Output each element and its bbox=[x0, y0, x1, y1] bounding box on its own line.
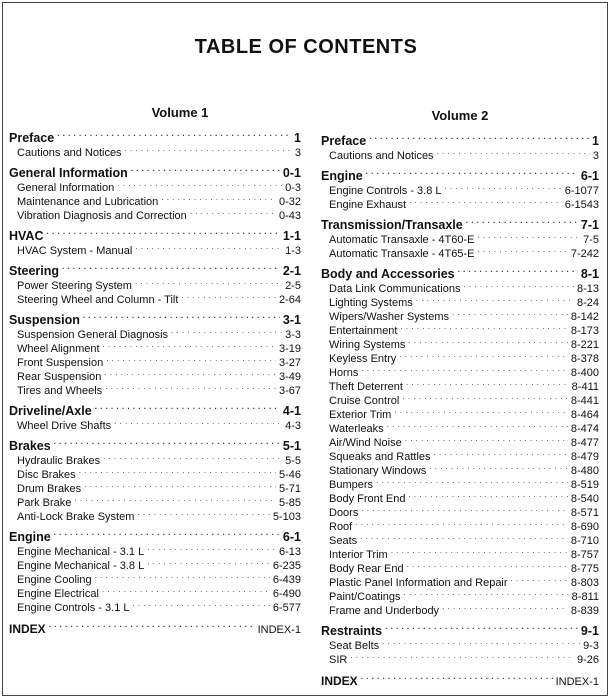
section-heading-label: HVAC bbox=[9, 229, 44, 243]
toc-entry-page-number: 6-235 bbox=[272, 560, 301, 572]
toc-entry-label: Wheel Drive Shafts bbox=[17, 420, 112, 432]
toc-entry-page-number: 8-479 bbox=[570, 451, 599, 463]
dot-leader bbox=[361, 669, 553, 685]
dot-leader bbox=[404, 586, 569, 600]
dot-leader bbox=[133, 597, 270, 611]
dot-leader bbox=[83, 308, 280, 324]
toc-entry[interactable] bbox=[321, 376, 599, 393]
toc-section bbox=[9, 126, 301, 159]
toc-entry-page-number: 3-27 bbox=[278, 357, 301, 369]
toc-section bbox=[321, 164, 599, 211]
section-heading-page-number: 1-1 bbox=[282, 229, 301, 243]
volume-2-heading: Volume 2 bbox=[431, 108, 489, 123]
toc-entry-page-number: 8-811 bbox=[571, 591, 599, 603]
toc-entry-page-number: 6-1077 bbox=[564, 185, 599, 197]
toc-entry-label: Interior Trim bbox=[329, 549, 388, 561]
toc-section bbox=[9, 161, 301, 222]
toc-entry-page-number: 5-85 bbox=[278, 497, 301, 509]
toc-entry-label: Vibration Diagnosis and Correction bbox=[17, 210, 187, 222]
toc-entry[interactable] bbox=[321, 516, 599, 533]
dot-leader bbox=[437, 145, 590, 159]
dot-leader bbox=[125, 142, 292, 156]
toc-entry-label: Data Link Communications bbox=[329, 283, 461, 295]
section-heading-page-number: 0-1 bbox=[282, 166, 301, 180]
section-heading-page-number: 7-1 bbox=[580, 218, 599, 232]
toc-entry-page-number: 6-13 bbox=[278, 546, 301, 558]
toc-entry[interactable] bbox=[321, 502, 599, 519]
section-heading[interactable] bbox=[9, 399, 301, 418]
toc-entry-page-number: 4-3 bbox=[285, 420, 301, 432]
toc-section bbox=[321, 262, 599, 617]
toc-entry-label: Squeaks and Rattles bbox=[329, 451, 431, 463]
section-heading-label: Preface bbox=[321, 134, 367, 148]
section-heading-label: General Information bbox=[9, 166, 128, 180]
toc-entry-label: Anti-Lock Brake System bbox=[17, 511, 135, 523]
section-heading-page-number: 1 bbox=[592, 134, 599, 148]
toc-entry-page-number: 8-411 bbox=[571, 381, 599, 393]
toc-entry-label: Horns bbox=[329, 367, 359, 379]
toc-section bbox=[321, 213, 599, 260]
dot-leader bbox=[95, 399, 280, 415]
dot-leader bbox=[181, 289, 276, 303]
dot-leader bbox=[49, 617, 255, 633]
volume-2-sections bbox=[321, 129, 599, 688]
toc-entry-page-number: 8-142 bbox=[570, 311, 599, 323]
toc-entry-page-number: 5-46 bbox=[278, 469, 301, 481]
toc-entry-label: Cruise Control bbox=[329, 395, 400, 407]
section-heading[interactable] bbox=[9, 434, 301, 453]
section-heading-page-number: 6-1 bbox=[580, 169, 599, 183]
toc-entry-page-number: 8-757 bbox=[570, 549, 599, 561]
toc-entry-label: Steering Wheel and Column - Tilt bbox=[17, 294, 179, 306]
dot-leader bbox=[407, 558, 568, 572]
dot-leader bbox=[387, 418, 568, 432]
toc-entry-page-number: 8-464 bbox=[570, 409, 599, 421]
toc-entry-label: Cautions and Notices bbox=[329, 150, 434, 162]
dot-leader bbox=[445, 180, 562, 194]
dot-leader bbox=[95, 569, 270, 583]
dot-leader bbox=[400, 320, 567, 334]
toc-entry-label: Theft Deterrent bbox=[329, 381, 403, 393]
section-heading-label: Driveline/Axle bbox=[9, 404, 92, 418]
toc-entry-page-number: 8-24 bbox=[576, 297, 599, 309]
toc-entry-page-number: 8-775 bbox=[570, 563, 599, 575]
toc-entry-label: Engine Mechanical - 3.8 L bbox=[17, 560, 145, 572]
toc-entry-label: Hydraulic Brakes bbox=[17, 455, 101, 467]
dot-leader bbox=[391, 544, 568, 558]
dot-leader bbox=[360, 530, 568, 544]
toc-entry-label: Disc Brakes bbox=[17, 469, 76, 481]
toc-entry-page-number: 8-571 bbox=[570, 507, 599, 519]
toc-entry[interactable] bbox=[321, 362, 599, 379]
toc-entry-page-number: 8-221 bbox=[570, 339, 599, 351]
section-heading-page-number: 4-1 bbox=[282, 404, 301, 418]
section-heading[interactable] bbox=[321, 129, 599, 148]
dot-leader bbox=[369, 129, 589, 145]
dot-leader bbox=[402, 390, 568, 404]
section-heading-label: Engine bbox=[321, 169, 363, 183]
dot-leader bbox=[361, 502, 568, 516]
toc-entry[interactable] bbox=[321, 544, 599, 561]
dot-leader bbox=[366, 164, 578, 180]
section-heading-label: Steering bbox=[9, 264, 60, 278]
toc-entry-label: Entertainment bbox=[329, 325, 398, 337]
dot-leader bbox=[54, 434, 280, 450]
toc-entry-page-number: 5-71 bbox=[278, 483, 301, 495]
toc-entry-label: Maintenance and Lubrication bbox=[17, 196, 159, 208]
toc-entry-label: Front Suspension bbox=[17, 357, 104, 369]
toc-entry-label: Waterleaks bbox=[329, 423, 384, 435]
toc-entry-label: Engine Cooling bbox=[17, 574, 92, 586]
dot-leader bbox=[114, 415, 282, 429]
toc-entry-page-number: 8-519 bbox=[570, 479, 599, 491]
dot-leader bbox=[190, 205, 276, 219]
toc-entry-label: Power Steering System bbox=[17, 280, 132, 292]
dot-leader bbox=[405, 432, 568, 446]
section-heading-label: Transmission/Transaxle bbox=[321, 218, 463, 232]
toc-entry-page-number: 5-5 bbox=[285, 455, 301, 467]
dot-leader bbox=[147, 555, 270, 569]
section-heading-page-number: 2-1 bbox=[282, 264, 301, 278]
toc-entry-page-number: 3-49 bbox=[278, 371, 301, 383]
toc-entry-page-number: 3-19 bbox=[278, 343, 301, 355]
toc-entry-label: Engine Exhaust bbox=[329, 199, 407, 211]
toc-section bbox=[9, 434, 301, 523]
toc-section bbox=[9, 399, 301, 432]
toc-entry-page-number: 5-103 bbox=[272, 511, 301, 523]
toc-entry-label: Body Rear End bbox=[329, 563, 404, 575]
toc-entry-page-number: 8-378 bbox=[570, 353, 599, 365]
dot-leader bbox=[103, 338, 276, 352]
toc-entry-page-number: 2-5 bbox=[285, 280, 301, 292]
toc-entry-label: Roof bbox=[329, 521, 353, 533]
toc-entry-page-number: 8-710 bbox=[570, 535, 599, 547]
toc-entry-label: Wipers/Washer Systems bbox=[329, 311, 450, 323]
toc-entry-page-number: 2-64 bbox=[278, 294, 301, 306]
toc-entry-page-number: 8-540 bbox=[570, 493, 599, 505]
toc-entry-label: Automatic Transaxle - 4T60-E bbox=[329, 234, 475, 246]
toc-entry-label: Air/Wind Noise bbox=[329, 437, 402, 449]
section-heading-page-number: 3-1 bbox=[282, 313, 301, 327]
dot-leader bbox=[408, 334, 567, 348]
dot-leader bbox=[117, 177, 282, 191]
section-heading[interactable] bbox=[9, 224, 301, 243]
dot-leader bbox=[466, 213, 578, 229]
dot-leader bbox=[105, 380, 276, 394]
section-heading-label: Suspension bbox=[9, 313, 80, 327]
dot-leader bbox=[135, 240, 282, 254]
index-entry-label: INDEX bbox=[321, 674, 358, 688]
dot-leader bbox=[104, 366, 276, 380]
dot-leader bbox=[74, 492, 276, 506]
dot-leader bbox=[478, 243, 568, 257]
toc-entry-label: Paint/Coatings bbox=[329, 591, 401, 603]
toc-entry-page-number: 9-3 bbox=[583, 640, 599, 652]
dot-leader bbox=[385, 619, 578, 635]
volume-2-column bbox=[321, 107, 599, 688]
index-entry[interactable] bbox=[9, 617, 301, 636]
toc-entry-label: Body Front End bbox=[329, 493, 406, 505]
dot-leader bbox=[350, 649, 574, 663]
toc-entry-label: Frame and Underbody bbox=[329, 605, 440, 617]
dot-leader bbox=[161, 191, 276, 205]
dot-leader bbox=[376, 474, 568, 488]
dot-leader bbox=[511, 572, 568, 586]
dot-leader bbox=[434, 446, 568, 460]
section-heading-label: Brakes bbox=[9, 439, 51, 453]
toc-entry-label: Engine Electrical bbox=[17, 588, 99, 600]
dot-leader bbox=[84, 478, 276, 492]
toc-entry-label: Rear Suspension bbox=[17, 371, 102, 383]
toc-entry-page-number: 6-490 bbox=[272, 588, 301, 600]
toc-entry-page-number: 7-242 bbox=[570, 248, 599, 260]
page-title: TABLE OF CONTENTS bbox=[194, 36, 418, 58]
toc-entry-label: Plastic Panel Information and Repair bbox=[329, 577, 508, 589]
dot-leader bbox=[106, 352, 276, 366]
dot-leader bbox=[147, 541, 276, 555]
dot-leader bbox=[406, 376, 569, 390]
index-entry-page-number: INDEX-1 bbox=[555, 676, 599, 688]
dot-leader bbox=[355, 516, 568, 530]
dot-leader bbox=[458, 262, 578, 278]
toc-entry-label: Lighting Systems bbox=[329, 297, 413, 309]
toc-entry-page-number: 8-477 bbox=[570, 437, 599, 449]
section-heading-page-number: 1 bbox=[294, 131, 301, 145]
toc-section bbox=[9, 525, 301, 614]
dot-leader bbox=[62, 259, 280, 275]
toc-entry-label: Wheel Alignment bbox=[17, 343, 100, 355]
toc-entry-page-number: 8-173 bbox=[570, 325, 599, 337]
toc-entry-label: Doors bbox=[329, 507, 359, 519]
dot-leader bbox=[57, 126, 291, 142]
toc-entry[interactable] bbox=[9, 541, 301, 558]
toc-entry-page-number: 8-690 bbox=[570, 521, 599, 533]
toc-entry-label: Tires and Wheels bbox=[17, 385, 103, 397]
toc-entry-page-number: 3 bbox=[592, 150, 599, 162]
toc-entry-page-number: 8-441 bbox=[570, 395, 599, 407]
toc-entry-page-number: 6-439 bbox=[272, 574, 301, 586]
toc-entry-label: Stationary Windows bbox=[329, 465, 427, 477]
dot-leader bbox=[131, 161, 280, 177]
toc-entry-label: Suspension General Diagnosis bbox=[17, 329, 169, 341]
section-heading-page-number: 6-1 bbox=[282, 530, 301, 544]
toc-entry-label: Automatic Transaxle - 4T65-E bbox=[329, 248, 475, 260]
index-entry-label: INDEX bbox=[9, 622, 46, 636]
toc-entry-label: Exterior Trim bbox=[329, 409, 392, 421]
dot-leader bbox=[79, 464, 276, 478]
toc-entry-label: HVAC System - Manual bbox=[17, 245, 133, 257]
section-heading[interactable] bbox=[9, 161, 301, 180]
toc-section bbox=[9, 224, 301, 257]
section-heading-label: Restraints bbox=[321, 624, 383, 638]
toc-entry-label: Engine Mechanical - 3.1 L bbox=[17, 546, 145, 558]
dot-leader bbox=[394, 404, 568, 418]
toc-entry-page-number: 1-3 bbox=[285, 245, 301, 257]
toc-entry-page-number: 8-13 bbox=[576, 283, 599, 295]
dot-leader bbox=[478, 229, 581, 243]
section-heading[interactable] bbox=[9, 259, 301, 278]
toc-entry-label: Keyless Entry bbox=[329, 353, 397, 365]
section-heading-page-number: 9-1 bbox=[580, 624, 599, 638]
toc-entry[interactable] bbox=[9, 240, 301, 257]
toc-entry-page-number: 0-43 bbox=[278, 210, 301, 222]
section-heading-label: Body and Accessories bbox=[321, 267, 455, 281]
toc-entry-page-number: 8-803 bbox=[570, 577, 599, 589]
toc-entry[interactable] bbox=[9, 450, 301, 467]
section-heading-label: Preface bbox=[9, 131, 55, 145]
dot-leader bbox=[137, 506, 269, 520]
section-heading-label: Engine bbox=[9, 530, 51, 544]
index-entry-page-number: INDEX-1 bbox=[257, 624, 301, 636]
dot-leader bbox=[102, 583, 270, 597]
dot-leader bbox=[103, 450, 282, 464]
toc-entry-page-number: 9-26 bbox=[576, 654, 599, 666]
dot-leader bbox=[171, 324, 282, 338]
toc-entry-page-number: 8-839 bbox=[570, 605, 599, 617]
toc-entry-page-number: 6-577 bbox=[272, 602, 301, 614]
toc-entry-page-number: 3-67 bbox=[278, 385, 301, 397]
toc-entry-label: Drum Brakes bbox=[17, 483, 82, 495]
section-heading[interactable] bbox=[321, 619, 599, 638]
toc-section bbox=[321, 619, 599, 666]
section-heading-page-number: 8-1 bbox=[580, 267, 599, 281]
toc-entry-label: General Information bbox=[17, 182, 115, 194]
dot-leader bbox=[135, 275, 282, 289]
dot-leader bbox=[442, 600, 568, 614]
toc-entry-label: Engine Controls - 3.1 L bbox=[17, 602, 130, 614]
toc-entry-label: Wiring Systems bbox=[329, 339, 406, 351]
section-heading[interactable] bbox=[9, 126, 301, 145]
toc-entry-label: Seats bbox=[329, 535, 358, 547]
toc-entry-page-number: 3-3 bbox=[285, 329, 301, 341]
toc-section bbox=[9, 259, 301, 306]
toc-entry-label: Park Brake bbox=[17, 497, 72, 509]
toc-entry-page-number: 0-32 bbox=[278, 196, 301, 208]
toc-entry[interactable] bbox=[321, 530, 599, 547]
dot-leader bbox=[399, 348, 568, 362]
section-heading[interactable] bbox=[321, 213, 599, 232]
toc-entry-page-number: 6-1543 bbox=[564, 199, 599, 211]
toc-entry-page-number: 3 bbox=[294, 147, 301, 159]
dot-leader bbox=[408, 488, 567, 502]
toc-entry-label: Seat Belts bbox=[329, 640, 380, 652]
section-heading[interactable] bbox=[9, 525, 301, 544]
toc-entry[interactable] bbox=[321, 649, 599, 666]
dot-leader bbox=[416, 292, 574, 306]
toc-entry-page-number: 8-474 bbox=[570, 423, 599, 435]
dot-leader bbox=[361, 362, 568, 376]
index-entry[interactable] bbox=[321, 669, 599, 688]
toc-entry-page-number: 0-3 bbox=[285, 182, 301, 194]
section-heading[interactable] bbox=[9, 308, 301, 327]
dot-leader bbox=[382, 635, 580, 649]
volume-1-sections bbox=[9, 126, 301, 636]
toc-entry-page-number: 8-400 bbox=[570, 367, 599, 379]
dot-leader bbox=[429, 460, 568, 474]
toc-entry-label: Bumpers bbox=[329, 479, 374, 491]
dot-leader bbox=[409, 194, 562, 208]
toc-entry-label: Cautions and Notices bbox=[17, 147, 122, 159]
volume-1-column bbox=[9, 104, 301, 636]
section-heading-page-number: 5-1 bbox=[282, 439, 301, 453]
toc-section bbox=[9, 308, 301, 397]
dot-leader bbox=[47, 224, 280, 240]
section-heading[interactable] bbox=[321, 262, 599, 281]
toc-entry-page-number: 8-480 bbox=[570, 465, 599, 477]
dot-leader bbox=[54, 525, 280, 541]
volume-1-heading: Volume 1 bbox=[151, 105, 209, 120]
dot-leader bbox=[452, 306, 568, 320]
toc-section bbox=[321, 129, 599, 162]
toc-entry-label: SIR bbox=[329, 654, 348, 666]
dot-leader bbox=[463, 278, 574, 292]
toc-entry-label: Engine Controls - 3.8 L bbox=[329, 185, 442, 197]
section-heading[interactable] bbox=[321, 164, 599, 183]
toc-entry-page-number: 7-5 bbox=[583, 234, 599, 246]
